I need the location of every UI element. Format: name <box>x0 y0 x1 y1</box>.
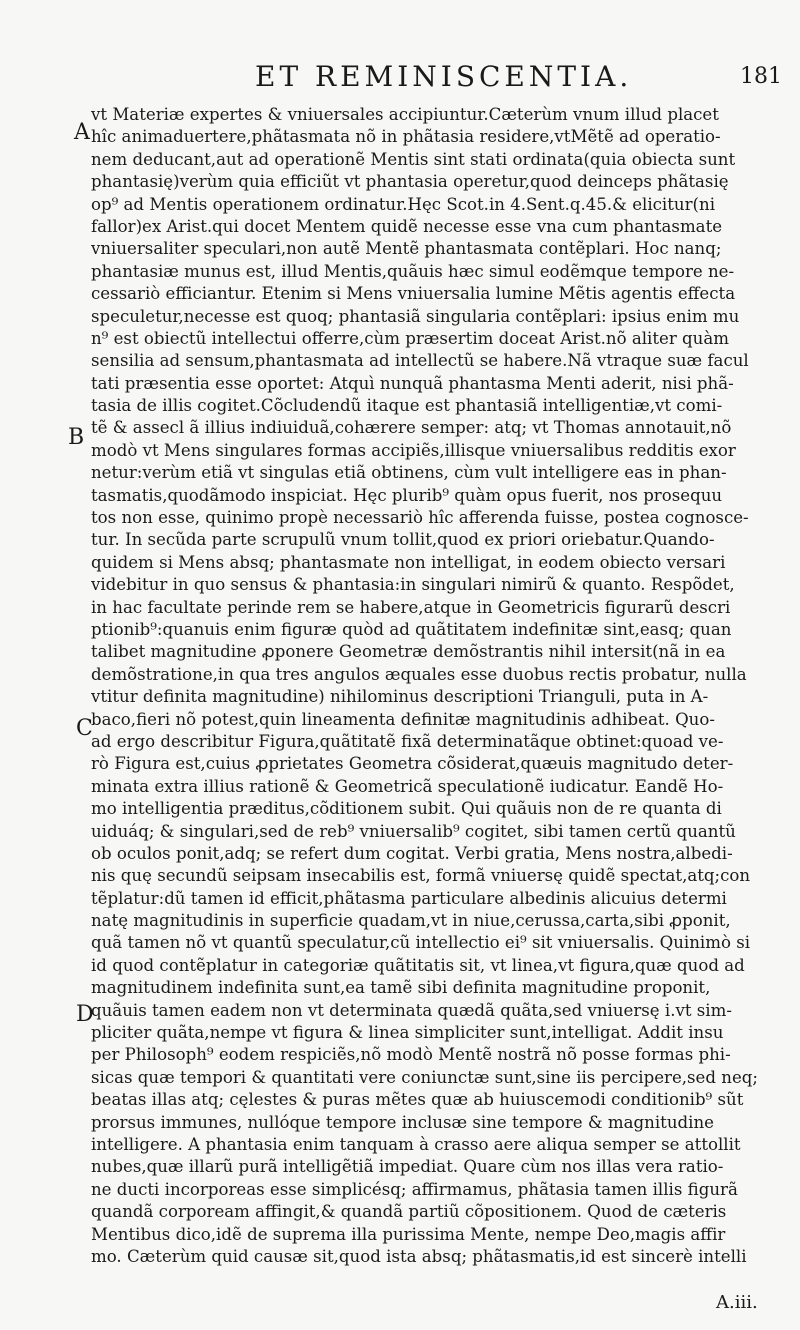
text-line: nis quę secundũ seipsam insecabilis est, formã vniuersę quidẽ spectat,atq;con <box>91 866 751 886</box>
running-head: ET REMINISCENTIA. <box>255 60 633 93</box>
text-line: tur. In secũda parte scrupulũ vnum tollit,quod ex priori oriebatur.Quando- <box>91 530 715 550</box>
text-line: nubes,quæ illarũ purã intelligẽtiã impediat. Quare cùm nos illas vera ratio- <box>91 1157 724 1177</box>
text-line: netur:verùm etiã vt singulas etiã obtinens, cùm vult intelligere eas in phan- <box>91 463 727 483</box>
text-line: tẽplatur:dũ tamen id efficit,phãtasma particulare albedinis alicuius determi <box>91 888 727 908</box>
text-line: hîc animaduertere,phãtasmata nõ in phãtasia residere,vtMẽtẽ ad operatio- <box>91 127 721 147</box>
text-line: mo. Cæterùm quid causæ sit,quod ista absq; phãtasmatis,id est sincerè intelli <box>91 1246 747 1266</box>
text-line: mo intelligentia præditus,cõditionem subit. Qui quãuis non de re quanta di <box>91 799 722 819</box>
text-line: fallor)ex Arist.qui docet Mentem quidẽ necesse esse vna cum phantasmate <box>91 216 723 236</box>
text-line: intelligere. A phantasia enim tanquam à crasso aere aliqua semper se attollit <box>91 1134 741 1154</box>
text-line: pliciter quãta,nempe vt figura & linea simpliciter sunt,intelligat. Addit insu <box>91 1023 724 1043</box>
text-line: nem deducant,aut ad operationẽ Mentis sint stati ordinata(quia obiecta sunt <box>91 149 736 169</box>
text-line: ob oculos ponit,adq; se refert dum cogitat. Verbi gratia, Mens nostra,albedi- <box>91 843 733 863</box>
margin-marker-d: D <box>76 1002 94 1027</box>
text-line: rò Figura est,cuius ꝓprietates Geometra cõsiderat,quæuis magnitudo deter- <box>91 754 734 774</box>
page-header <box>0 60 800 100</box>
text-line: in hac facultate perinde rem se habere,atque in Geometricis figurarũ descri <box>91 597 731 617</box>
text-line: ptionib⁹:quanuis enim figuræ quòd ad quãtitatem indefinitæ sint,easq; quan <box>91 619 732 639</box>
page-number: 181 <box>740 64 782 89</box>
text-line: baco,fieri nõ potest,quin lineamenta definitæ magnitudinis adhibeat. Quo- <box>91 709 715 729</box>
text-line: Mentibus dico,idẽ de suprema illa purissima Mente, nempe Deo,magis affir <box>91 1224 726 1244</box>
text-line: sensilia ad sensum,phantasmata ad intellectũ se habere.Nã vtraque suæ facul <box>91 351 749 371</box>
text-line: talibet magnitudine ꝓponere Geometræ demõstrantis nihil intersit(nã in ea <box>91 642 726 662</box>
body-text <box>91 104 791 1268</box>
text-line: tati præsentia esse oportet: Atquì nunquã phantasma Menti aderit, nisi phã- <box>91 373 734 393</box>
text-line: id quod contẽplatur in categoriæ quãtitatis sit, vt linea,vt figura,quæ quod ad <box>91 955 745 975</box>
signature-mark: A.iii. <box>716 1292 758 1313</box>
text-line: quandã corpoream affingit,& quandã partiũ cõpositionem. Quod de cæteris <box>91 1202 727 1222</box>
text-line: magnitudinem indefinita sunt,ea tamẽ sibi definita magnitudine proponit, <box>91 978 711 998</box>
margin-marker-c: C <box>76 716 93 741</box>
text-line: minata extra illius rationẽ & Geometricã speculationẽ iudicatur. Eandẽ Ho- <box>91 776 724 796</box>
text-line: vtitur definita magnitudine) nihilominus descriptioni Trianguli, puta in A- <box>91 687 709 707</box>
text-line: tasmatis,quodãmodo inspiciat. Hęc plurib⁹ quàm opus fuerit, nos prosequu <box>91 485 723 505</box>
text-line: tẽ & assecl ã illius indiuiduã,cohærere semper: atq; vt Thomas annotauit,nõ <box>91 418 732 438</box>
text-line: ne ducti incorporeas esse simplicésq; affirmamus, phãtasia tamen illis figurã <box>91 1179 738 1199</box>
text-line: cessariò efficiantur. Etenim si Mens vniuersalia lumine Mẽtis agentis effecta <box>91 284 736 304</box>
text-line: beatas illas atq; cęlestes & puras mẽtes quæ ab huiuscemodi conditionib⁹ sũt <box>91 1090 744 1110</box>
text-line: videbitur in quo sensus & phantasia:in singulari nimirũ & quanto. Respõdet, <box>91 575 735 595</box>
text-line: uiduáq; & singulari,sed de reb⁹ vniuersalib⁹ cogitet, sibi tamen certũ quantũ <box>91 821 736 841</box>
text-line: natę magnitudinis in superficie quadam,vt in niue,cerussa,carta,sibi ꝓponit, <box>91 911 731 931</box>
text-line: tasia de illis cogitet.Cõcludendũ itaque est phantasiã intelligentiæ,vt comi- <box>91 396 723 416</box>
text-line: speculetur,necesse est quoq; phantasiã singularia contẽplari: ipsius enim mu <box>91 306 740 326</box>
text-line: quãuis tamen eadem non vt determinata quædã quãta,sed vniuersę i.vt sim- <box>91 1000 732 1020</box>
text-line: n⁹ est obiectũ intellectui offerre,cùm præsertim doceat Arist.nõ aliter quàm <box>91 328 729 348</box>
text-line: demõstratione,in qua tres angulos æquales esse duobus rectis probatur, nulla <box>91 664 747 684</box>
text-line: vniuersaliter speculari,non autẽ Mentẽ phantasmata contẽplari. Hoc nanq; <box>91 239 722 259</box>
text-line: phantasiæ munus est, illud Mentis,quãuis hæc simul eodẽmque tempore ne- <box>91 261 735 281</box>
text-line: quã tamen nõ vt quantũ speculatur,cũ intellectio ei⁹ sit vniuersalis. Quinimò si <box>91 933 751 953</box>
text-line: ad ergo describitur Figura,quãtitatẽ fixã determinatãque obtinet:quoad ve- <box>91 731 724 751</box>
text-line: per Philosoph⁹ eodem respiciẽs,nõ modò Mentẽ nostrã nõ posse formas phi- <box>91 1045 731 1065</box>
text-line: modò vt Mens singulares formas accipiẽs,illisque vniuersalibus redditis exor <box>91 440 736 460</box>
text-line: vt Materiæ expertes & vniuersales accipiuntur.Cæterùm vnum illud placet <box>91 105 719 124</box>
text-line: op⁹ ad Mentis operationem ordinatur.Hęc Scot.in 4.Sent.q.45.& elicitur(ni <box>91 194 715 214</box>
margin-marker-b: B <box>68 425 85 450</box>
text-line: prorsus immunes, nullóque tempore inclusæ sine tempore & magnitudine <box>91 1112 714 1132</box>
text-line: tos non esse, quinimo propè necessariò hîc afferenda fuisse, postea cognosce- <box>91 508 749 528</box>
text-line: phantasię)verùm quia efficiũt vt phantasia operetur,quod deinceps phãtasię <box>91 172 729 192</box>
margin-marker-a: A <box>74 120 90 145</box>
text-line: sicas quæ tempori & quantitati vere coniunctæ sunt,sine iis percipere,sed neq; <box>91 1067 758 1087</box>
text-line: quidem si Mens absq; phantasmate non intelligat, in eodem obiecto versari <box>91 552 726 572</box>
